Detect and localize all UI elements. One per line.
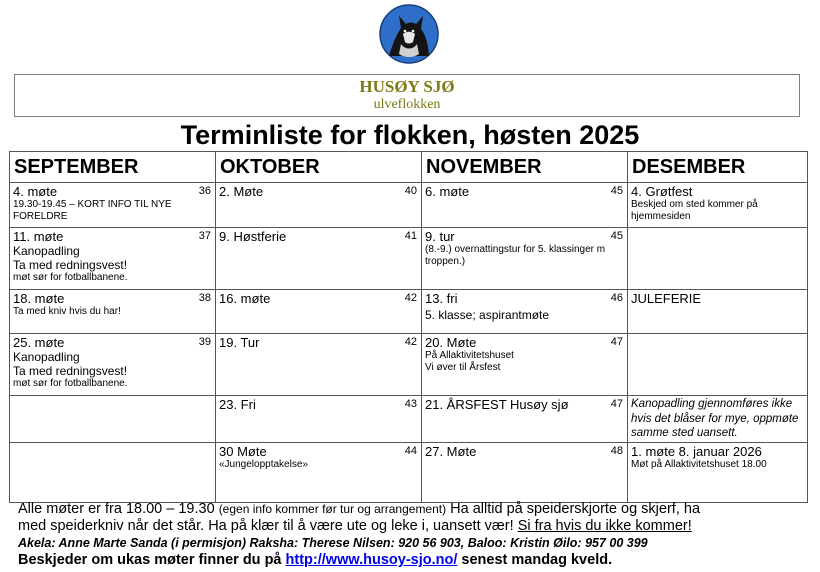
cell-header <box>425 444 624 459</box>
meeting-time-text: Alle møter er fra 18.00 – 19.30 <box>18 501 219 517</box>
schedule-cell-september <box>10 228 216 290</box>
uniform-text: Ha alltid på speiderskjorte og skjerf, ha <box>446 501 701 517</box>
cell-header <box>13 229 212 244</box>
week-number: 46 <box>610 292 623 304</box>
website-notice <box>18 551 813 569</box>
schedule-cell-oktober <box>216 396 422 443</box>
event-title: 4. Grøtfest <box>631 184 693 199</box>
schedule-cell-september <box>10 396 216 443</box>
table-row <box>10 442 808 502</box>
week-number: 43 <box>404 398 417 410</box>
schedule-cell-oktober <box>216 334 422 396</box>
schedule-cell-desember <box>628 228 808 290</box>
cell-header <box>219 184 418 199</box>
event-detail: På Allaktivitetshuset <box>425 350 514 361</box>
schedule-cell-november <box>422 290 628 334</box>
cell-header <box>13 335 212 350</box>
organization-name: HUSØY SJØ <box>359 77 455 96</box>
event-title: 21. ÅRSFEST Husøy sjø <box>425 397 569 412</box>
week-number: 38 <box>198 292 211 304</box>
schedule-header-row <box>10 152 808 183</box>
week-number: 48 <box>610 444 623 457</box>
cell-header <box>219 444 418 459</box>
schedule-cell-oktober <box>216 442 422 502</box>
event-title: 20. Møte <box>425 335 477 350</box>
month-header-september: SEPTEMBER <box>10 152 216 183</box>
event-title: 13. fri <box>425 291 458 306</box>
event-title: 16. møte <box>219 291 271 306</box>
week-number: 41 <box>404 230 417 242</box>
schedule-cell-desember <box>628 334 808 396</box>
cell-header <box>13 291 212 306</box>
cell-header <box>219 291 418 306</box>
schedule-cell-november <box>422 334 628 396</box>
schedule-cell-oktober <box>216 290 422 334</box>
cell-header <box>631 291 804 306</box>
schedule-cell-september <box>10 442 216 502</box>
event-detail: Kanopadling <box>13 350 80 364</box>
contacts-text: Akela: Anne Marte Sanda (i permisjon) Raksha: Therese Nilsen: 920 56 903, Baloo: Kristin Øilo: 957 00 399 <box>18 536 648 550</box>
website-link[interactable]: http://www.husoy-sjo.no/ <box>285 552 458 568</box>
cell-header <box>13 184 212 199</box>
table-row <box>10 183 808 228</box>
cell-header <box>425 184 624 199</box>
event-detail: Vi øver til Årsfest <box>425 362 501 373</box>
event-title: 9. tur <box>425 229 455 244</box>
month-header-oktober: OKTOBER <box>216 152 422 183</box>
event-title: 9. Høstferie <box>219 229 287 244</box>
event-detail: møt sør for fotballbanene. <box>13 272 128 283</box>
event-detail: møt sør for fotballbanene. <box>13 378 128 389</box>
event-title: 6. møte <box>425 184 470 199</box>
clothing-text: med speiderkniv når det står. Ha på klær til å være ute og leke i, uansett vær! <box>18 518 518 534</box>
week-number: 42 <box>404 336 417 348</box>
cell-header <box>219 335 418 350</box>
event-detail: Møt på Allaktivitetshuset 18.00 <box>631 458 767 470</box>
cell-header <box>631 184 804 199</box>
schedule-cell-september <box>10 334 216 396</box>
notice-text-a: Beskjeder om ukas møter finner du på <box>18 552 286 568</box>
event-detail: Kanopadling gjennomføres ikke hvis det blåser for mye, oppmøte samme sted uansett. <box>631 398 799 439</box>
cell-header <box>631 444 804 459</box>
notify-absence-text: Si fra hvis du ikke kommer! <box>517 518 692 534</box>
cell-header <box>425 291 624 306</box>
cell-header <box>425 229 624 244</box>
event-title: 27. Møte <box>425 443 477 459</box>
footer-line-2 <box>18 518 813 535</box>
week-number: 42 <box>404 292 417 304</box>
event-detail: Ta med kniv hvis du har! <box>13 306 121 317</box>
wolf-logo <box>379 4 439 64</box>
schedule-cell-oktober <box>216 228 422 290</box>
week-number: 45 <box>610 230 623 242</box>
event-title: 4. møte <box>13 184 58 199</box>
week-number: 37 <box>198 230 211 242</box>
event-title: 18. møte <box>13 291 65 306</box>
event-detail: Ta med redningsvest! <box>13 364 128 378</box>
event-title: 2. Møte <box>219 184 264 199</box>
cell-header <box>219 229 418 244</box>
schedule-cell-november <box>422 442 628 502</box>
event-title: 11. møte <box>13 229 64 244</box>
event-title: 1. møte 8. januar 2026 <box>631 443 762 459</box>
month-header-november: NOVEMBER <box>422 152 628 183</box>
table-row <box>10 334 808 396</box>
event-detail: Kanopadling <box>13 244 80 258</box>
notice-text-b: senest mandag kveld. <box>457 552 613 568</box>
event-detail: «Jungelopptakelse» <box>219 458 308 470</box>
schedule-cell-september <box>10 290 216 334</box>
schedule-table <box>9 151 808 503</box>
week-number: 47 <box>610 336 623 348</box>
schedule-cell-november <box>422 183 628 228</box>
info-note-text: (egen info kommer før tur og arrangement) <box>218 502 447 516</box>
organization-header <box>14 74 800 117</box>
event-title: 19. Tur <box>219 335 260 350</box>
week-number: 44 <box>404 444 417 457</box>
event-detail: Beskjed om sted kommer på hjemmesiden <box>631 199 758 222</box>
schedule-cell-november <box>422 228 628 290</box>
schedule-cell-desember <box>628 396 808 443</box>
table-row <box>10 396 808 443</box>
event-title: JULEFERIE <box>631 291 702 306</box>
event-title: 25. møte <box>13 335 65 350</box>
table-row <box>10 290 808 334</box>
table-row <box>10 228 808 290</box>
schedule-cell-september <box>10 183 216 228</box>
cell-header <box>425 397 624 412</box>
week-number: 39 <box>198 336 211 348</box>
schedule-cell-desember <box>628 183 808 228</box>
event-detail: 19.30-19.45 – KORT INFO TIL NYE FORELDRE <box>13 199 172 222</box>
schedule-cell-desember <box>628 442 808 502</box>
event-title: 23. Fri <box>219 397 256 412</box>
event-title: 30 Møte <box>219 443 267 459</box>
footer <box>18 501 813 569</box>
event-detail: (8.-9.) overnattingstur for 5. klassinger m troppen.) <box>425 244 606 267</box>
week-number: 36 <box>198 185 211 197</box>
cell-header <box>219 397 418 412</box>
month-header-desember: DESEMBER <box>628 152 808 183</box>
event-detail: 5. klasse; aspirantmøte <box>425 308 550 322</box>
schedule-cell-desember <box>628 290 808 334</box>
organization-unit: ulveflokken <box>373 97 441 112</box>
week-number: 45 <box>610 185 623 197</box>
schedule-cell-november <box>422 396 628 443</box>
schedule-cell-oktober <box>216 183 422 228</box>
page-title: Terminliste for flokken, høsten 2025 <box>180 120 640 150</box>
footer-line-1 <box>18 501 813 518</box>
cell-header <box>425 335 624 350</box>
week-number: 40 <box>404 185 417 197</box>
week-number: 47 <box>610 398 623 410</box>
event-detail: Ta med redningsvest! <box>13 258 128 272</box>
